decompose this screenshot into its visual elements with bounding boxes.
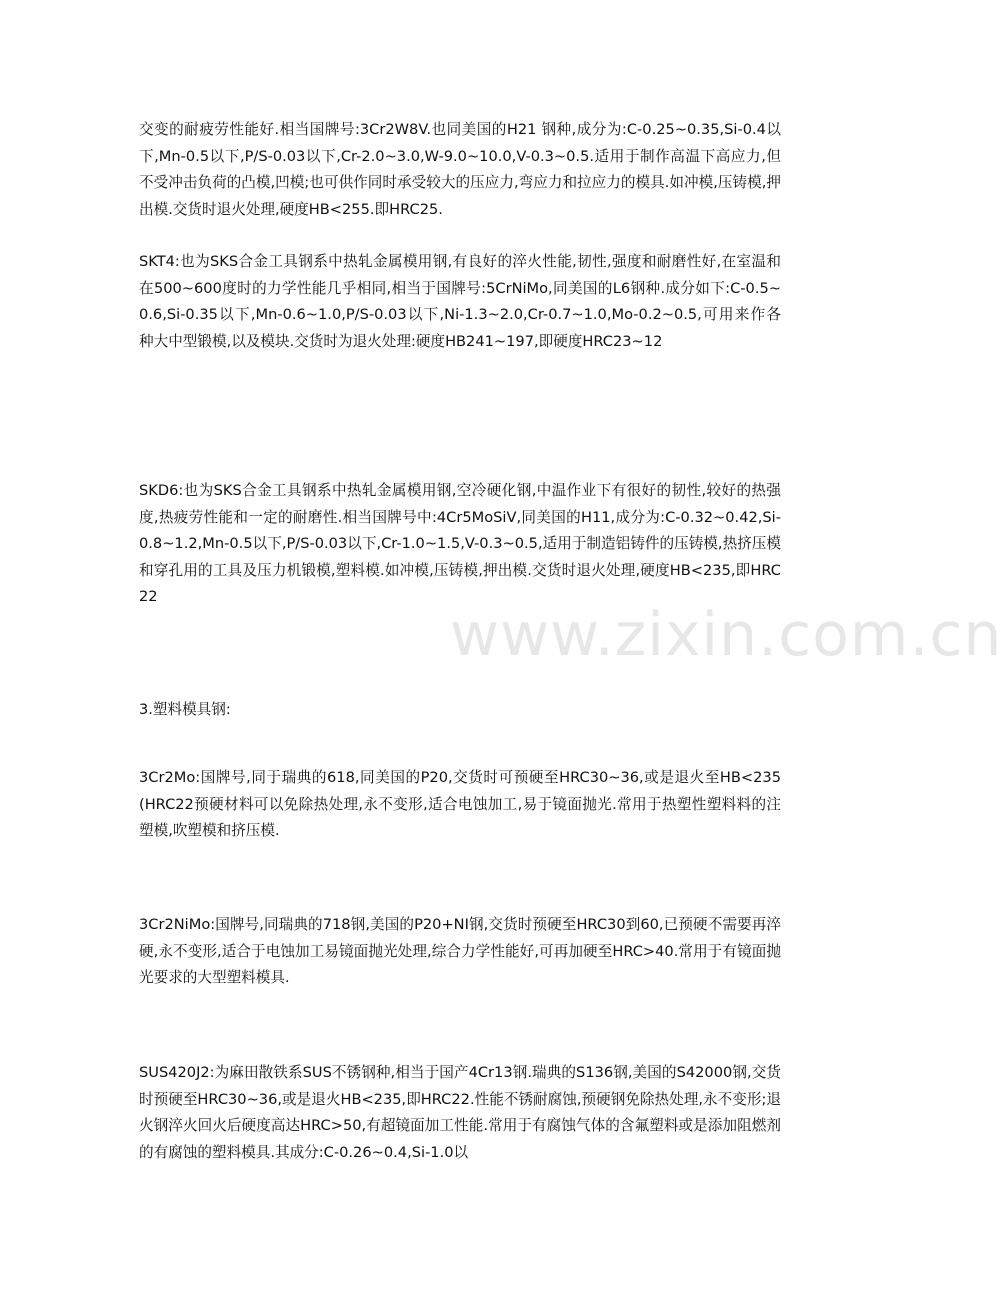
paragraph-skd6: SKD6:也为SKS合金工具钢系中热轧金属模用钢,空冷硬化钢,中温作业下有很好的韧性,较好的热强度,热疲劳性能和一定的耐磨性.相当国牌号中:4Cr5MoSiV,同美国的H11,成分为:C-0.32~0.42,Si-0.8~1.2,Mn-0.5以下,P/S-0.03以下,Cr-1.0~1.5,V-0.3~0.5,适用于制造铝铸件的压铸模,热挤压模和穿孔用的工具及压力机锻模,塑料模.如冲模,压铸模,押出模.交货时退火处理,硬度HB<235,即HRC22 (139, 482, 781, 605)
section-heading-plastic-mold-steel: 3.塑料模具钢: (139, 701, 231, 718)
paragraph-3cr2nimo: 3Cr2NiMo:国牌号,同瑞典的718钢,美国的P20+NI钢,交货时预硬至HRC30到60,已预硬不需要再淬硬,永不变形,适合于电蚀加工易镜面抛光处理,综合力学性能好,可再加硬至HRC>40.常用于有镜面抛光要求的大型塑料模具. (139, 916, 781, 986)
paragraph-sus420j2: SUS420J2:为麻田散铁系SUS不锈钢种,相当于国产4Cr13钢.瑞典的S136钢,美国的S42000钢,交货时预硬至HRC30~36,或是退火HB<235,即HRC22.性能不锈耐腐蚀,预硬钢免除热处理,永不变形;退火钢淬火回火后硬度高达HRC>50,有超镜面加工性能.常用于有腐蚀气体的含氟塑料或是添加阻燃剂的有腐蚀的塑料模具.其成分:C-0.26~0.4,Si-1.0以 (139, 1064, 781, 1161)
paragraph-skt4: SKT4:也为SKS合金工具钢系中热轧金属模用钢,有良好的淬火性能,韧性,强度和耐磨性好,在室温和在500~600度时的力学性能几乎相同,相当于国牌号:5CrNiMo,同美国的L6钢种.成分如下:C-0.5~0.6,Si-0.35以下,Mn-0.6~1.0,P/S-0.03以下,Ni-1.3~2.0,Cr-0.7~1.0,Mo-0.2~0.5,可用来作各种大中型锻模,以及模块.交货时为退火处理:硬度HB241~197,即硬度HRC23~12 (139, 253, 781, 350)
watermark: www.zixin.com.cn (450, 600, 1002, 670)
paragraph-h21-steel: 交变的耐疲劳性能好.相当国牌号:3Cr2W8V.也同美国的H21 钢种,成分为:C-0.25~0.35,Si-0.4以下,Mn-0.5以下,P/S-0.03以下,Cr-2.0~3.0,W-9.0~10.0,V-0.3~0.5.适用于制作高温下高应力,但不受冲击负荷的凸模,凹模;也可供作同时承受较大的压应力,弯应力和拉应力的模具.如冲模,压铸模,押出模.交货时退火处理,硬度HB<255.即HRC25. (139, 121, 781, 218)
paragraph-3cr2mo: 3Cr2Mo:国牌号,同于瑞典的618,同美国的P20,交货时可预硬至HRC30~36,或是退火至HB<235(HRC22预硬材料可以免除热处理,永不变形,适合电蚀加工,易于镜面抛光.常用于热塑性塑料料的注塑模,吹塑模和挤压模. (139, 769, 781, 839)
